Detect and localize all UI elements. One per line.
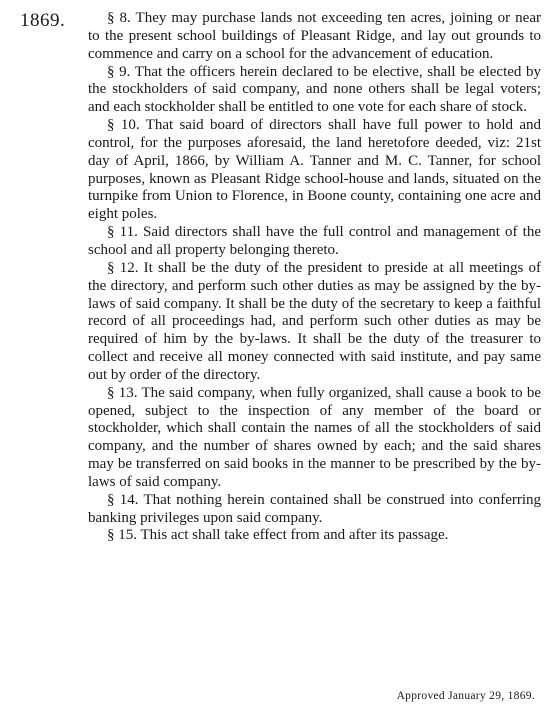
section-marker: § 10. — [107, 117, 140, 134]
section-marker: § 13. — [107, 384, 138, 401]
section-marker: § 11. — [107, 224, 138, 241]
section-marker: § 8. — [107, 10, 131, 26]
section-text: The said company, when fully organized, shall cause a book to be opened, subject to the inspection of any member of the board or stockholder, which shall contain the names of all the stockholders of said company, and the number of shares owned by each; and the said shares may be transferred on said books in the manner to be prescribed by the by-laws of said company. — [88, 384, 541, 490]
approval-date: Approved January 29, 1869. — [396, 690, 535, 702]
section-text: That the officers herein declared to be elective, shall be elected by the stockholders of said company, and none others shall be legal voters; and each stockholder shall be entitled to one vote for each share of stock. — [88, 63, 542, 116]
section-text: Said directors shall have the full control and management of the school and all property belonging thereto. — [88, 224, 542, 258]
section-8 — [88, 10, 541, 64]
section-9 — [88, 64, 541, 118]
section-14 — [88, 492, 541, 528]
section-marker: § 14. — [107, 491, 139, 508]
section-text: This act shall take effect from and after its passage. — [140, 527, 449, 544]
section-11 — [88, 224, 541, 260]
section-marker: § 9. — [107, 63, 131, 80]
section-15 — [88, 527, 541, 545]
section-text: They may purchase lands not exceeding ten acres, joining or near to the present school buildings of Pleasant Ridge, and lay out grounds to commence and carry on a school for the advancement of education. — [88, 10, 541, 62]
section-marker: § 15. — [107, 527, 137, 544]
section-text: That said board of directors shall have full power to hold and control, for the purposes aforesaid, the land heretofore deeded, viz: 21st day of April, 1866, by William A. Tanner and M. C. Tanner, for school purposes, known as Pleasant Ridge school-house and lands, situated on the turnpike from Union to Florence, in Boone county, containing one acre and eight poles. — [88, 117, 542, 223]
section-text: It shall be the duty of the president to preside at all meetings of the directory, and perform such other duties as may be assigned by the by-laws of said company. It shall be the duty of the secretary to keep a faithful record of all proceedings had, and perform such other duties as may be required of him by the by-laws. It shall be the duty of the treasurer to collect and receive all money connected with said institute, and pay same out by order of the directory. — [88, 259, 542, 383]
statute-text — [88, 10, 541, 545]
section-10 — [88, 117, 541, 224]
section-marker: § 12. — [107, 259, 139, 276]
page-year: 1869. — [20, 10, 66, 31]
section-text: That nothing herein contained shall be construed into conferring banking privileges upon said company. — [88, 491, 542, 526]
section-12 — [88, 260, 541, 385]
section-13 — [88, 385, 541, 492]
